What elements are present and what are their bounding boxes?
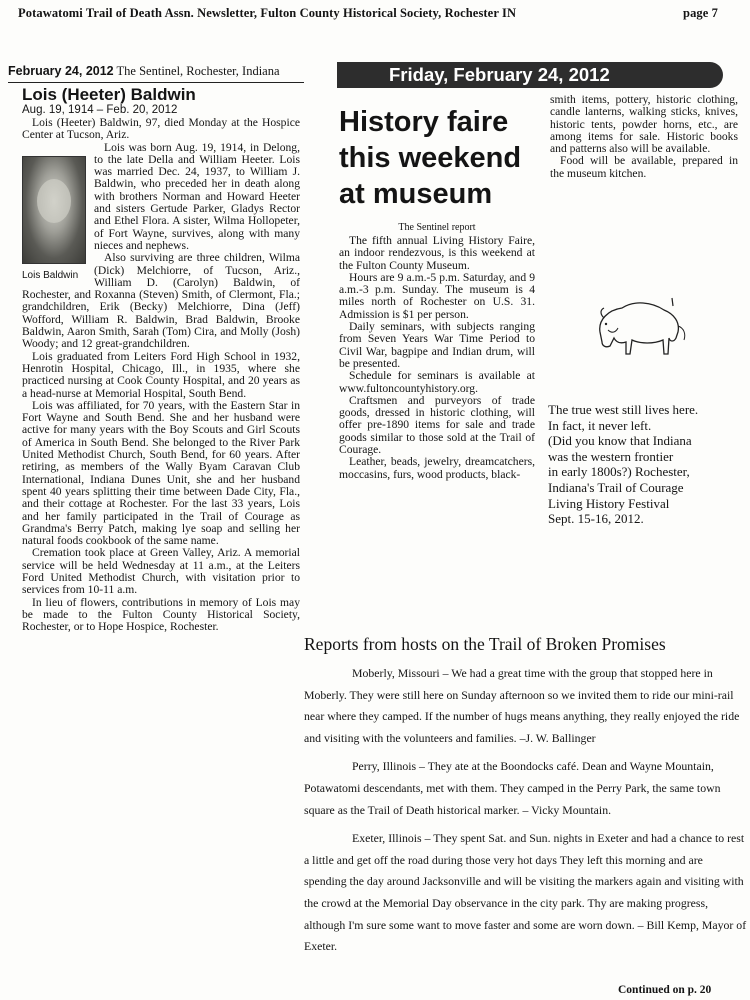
west-note-line: Living History Festival <box>548 495 670 511</box>
dateline-date: February 24, 2012 <box>8 64 114 78</box>
faire-paragraph: Food will be available, prepared in the museum kitchen. <box>550 154 738 180</box>
banner-date: Friday, February 24, 2012 <box>389 64 610 85</box>
faire-paragraph: Hours are 9 a.m.-5 p.m. Saturday, and 9 a.m.-3 p.m. Sunday. The museum is 4 miles north of Rochester on U.S. 31. Admission is $1 per person. <box>339 270 535 321</box>
faire-column-1 <box>339 104 535 481</box>
obituary-title: Lois (Heeter) Baldwin <box>22 85 196 104</box>
obituary-dateline <box>8 64 304 79</box>
obituary-paragraph: Also surviving are three children, Wilma (Dick) Melchiorre, of Tucson, Ariz., William D. (Carolyn) Baldwin, of Rochester, and Roxanna (Steven) Smith, of Clermont, Fla.; grandchildren, Erik (Becky) Melchiorre, Dina (Jeff) Wofford, William R. Baldwin, Brad Baldwin, Brooke Baldwin, Aaron Smith, Sarah (Tom) Cira, and Molly (Josh) Woody; and 12 great-grandchildren. <box>22 251 300 351</box>
west-note-line: Indiana's Trail of Courage <box>548 479 684 495</box>
obituary-clipping <box>8 64 304 633</box>
dateline-paper: The Sentinel, Rochester, Indiana <box>116 64 280 78</box>
divider <box>8 82 304 83</box>
obituary-dates: Aug. 19, 1914 – Feb. 20, 2012 <box>22 104 178 116</box>
date-banner <box>337 62 723 88</box>
bison-icon <box>590 292 690 364</box>
obituary-paragraph: Lois (Heeter) Baldwin, 97, died Monday at the Hospice Center at Tucson, Ariz. <box>22 116 300 142</box>
obituary-photo <box>22 156 86 282</box>
obituary-body <box>22 117 300 633</box>
masthead: Potawatomi Trail of Death Assn. Newsletter, Fulton County Historical Society, Rochester IN <box>18 6 517 20</box>
reports-title: Reports from hosts on the Trail of Broken Promises <box>304 634 666 654</box>
report-paragraph: Exeter, Illinois – They spent Sat. and Sun. nights in Exeter and had a chance to rest a little and get off the road during those very hot days They left this morning and are spending the day around Jacksonville and will be visiting the markers again and visiting with the crowd at the Memorial Day observance in the city park. Thy are making progress, although I'm sure some want to move faster and some are worn down. – Bill Kemp, Mayor of Exeter. <box>304 831 747 954</box>
faire-body <box>339 235 535 481</box>
west-note-line: In fact, it never left. <box>548 417 652 433</box>
obituary-paragraph: Lois was born Aug. 19, 1914, in Delong, to the late Della and William Heeter. Lois was married Dec. 24, 1937, to William J. Baldwin, who preceded her in death along with brothers Norman and Howard Heeter and sisters Gertude Parker, Gladys Rector and Ethel Flora. A sister, Wilma Hollopeter, of Fort Wayne, survives, along with many nieces and nephews. <box>94 140 300 252</box>
west-note-line: The true west still lives here. <box>548 402 699 417</box>
faire-paragraph: Schedule for seminars is available at www.fultoncountyhistory.org. <box>339 369 535 395</box>
faire-headline: History faire this weekend at museum <box>339 106 522 210</box>
west-note-line: Sept. 15-16, 2012. <box>548 511 644 527</box>
faire-paragraph: The fifth annual Living History Faire, an indoor rendezvous, is this weekend at the Fulton County Museum. <box>339 234 535 272</box>
faire-paragraph: smith items, pottery, historic clothing, candle lanterns, walking sticks, knives, historic tents, powder horns, etc., are among items for sale. Historic books and patterns also will be available. <box>550 93 738 156</box>
faire-paragraph: Daily seminars, with subjects ranging from Seven Years War Time Period to Civil War, bagpipe and Indian drum, will be presented. <box>339 320 535 370</box>
portrait-image <box>22 156 86 264</box>
west-note <box>548 402 748 527</box>
obituary-paragraph: Lois was affiliated, for 70 years, with the Eastern Star in Fort Wayne and South Bend. She and her husband were active for many years with the Boy Scouts and Girl Scouts of America in South Bend. She belonged to the River Park United Methodist Church, South Bend, for 60 years. After retiring, as members of the Wally Byam Caravan Club International, Indiana Dunes Unit, she and her husband spent 40 years splitting their time between Dade City, Fla., and their cottage at Rochester. For the last 33 years, Lois and her family participated in the Trail of Courage as Grandma's Berry Patch, making lye soap and selling her natural foods cookbook of the same name. <box>22 398 300 548</box>
faire-paragraph: Leather, beads, jewelry, dreamcatchers, moccasins, furs, wood products, black- <box>339 455 535 481</box>
report-paragraph: Perry, Illinois – They ate at the Boondocks café. Dean and Wayne Mountain, Potawatomi descendants, met with them. They camped in the Perry Park, the same town square as the Trail of Death historical marker. – Vicky Mountain. <box>304 759 721 817</box>
faire-paragraph: Craftsmen and purveyors of trade goods, dressed in historic clothing, will offer pre-1890 items for sale and trade goods similar to those sold at the Trail of Courage. <box>339 393 535 457</box>
faire-byline: The Sentinel report <box>398 222 476 233</box>
obituary-paragraph: Lois graduated from Leiters Ford High School in 1932, Henrotin Hospital, Chicago, Ill., in 1935, where she practiced nursing at Cook County Hospital, and 20 years as a head-nurse at Memorial Hospital, South Bend. <box>22 349 300 400</box>
photo-caption: Lois Baldwin <box>22 269 79 281</box>
reports-section <box>304 634 748 958</box>
page-number: page 7 <box>683 6 718 20</box>
obituary-paragraph: In lieu of flowers, contributions in memory of Lois may be made to the Fulton County Historical Society, Rochester, or to Hope Hospice, Rochester. <box>22 595 300 634</box>
west-note-line: was the western frontier <box>548 448 674 464</box>
faire-column-2 <box>550 94 738 180</box>
newsletter-header <box>18 6 718 21</box>
west-note-line: (Did you know that Indiana <box>548 433 692 449</box>
continued-note: Continued on p. 20 <box>618 984 712 996</box>
report-paragraph: Moberly, Missouri – We had a great time with the group that stopped here in Moberly. They were still here on Sunday afternoon so we invited them to ride our mini-rail near where they camped. If the number of hugs means anything, they really enjoyed the ride and visiting with the volunteers and families. –J. W. Ballinger <box>304 666 740 745</box>
west-note-line: in early 1800s?) Rochester, <box>548 464 690 480</box>
obituary-paragraph: Cremation took place at Green Valley, Ariz. A memorial service will be held Wednesday at 11 a.m., at the Leiters Ford United Methodist Church, with visitation prior to services from 10-11 a.m. <box>22 546 300 597</box>
